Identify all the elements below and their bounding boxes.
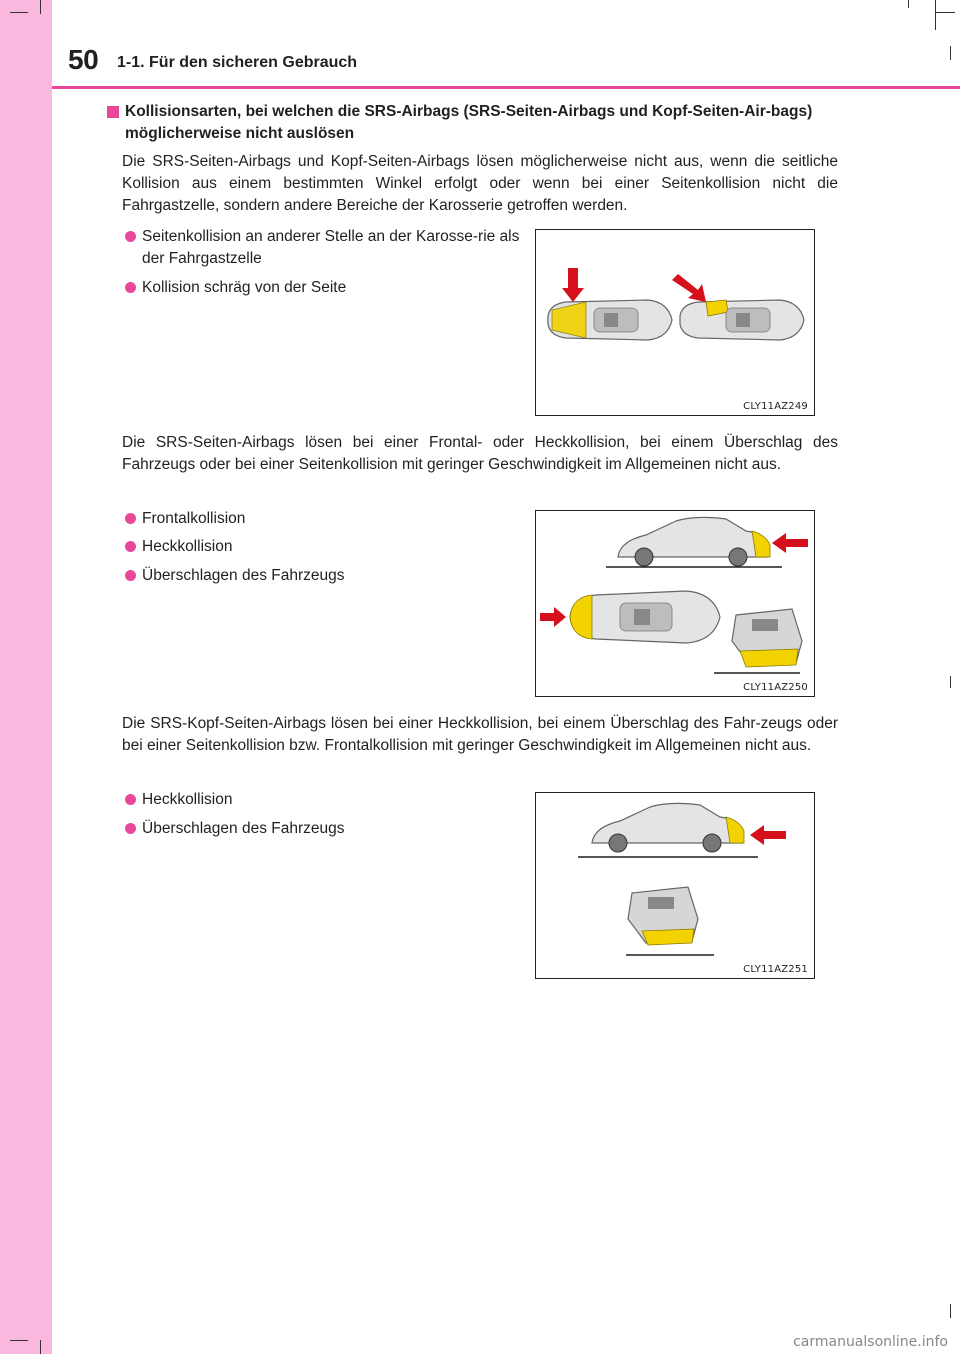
impact-arrow (562, 268, 584, 302)
list-item-text: Überschlagen des Fahrzeugs (142, 820, 345, 837)
side-tab-strip (0, 0, 52, 1354)
car-rollover-view (714, 609, 802, 673)
impact-arrow (750, 825, 786, 845)
list-item (125, 565, 520, 587)
car-side-view (578, 803, 758, 857)
list-item (125, 536, 520, 558)
impact-arrow (672, 274, 706, 302)
list-item-text: Überschlagen des Fahrzeugs (142, 567, 345, 584)
car-top-view (548, 300, 672, 340)
figure-code: CLY11AZ250 (743, 682, 808, 693)
bullet-dot (125, 541, 136, 552)
list-item (125, 277, 520, 299)
side-collision-illustration (536, 230, 813, 414)
crop-mark (950, 1304, 951, 1318)
car-top-view (570, 591, 720, 643)
figure-rear-rollover (535, 792, 815, 979)
bullet-dot (125, 823, 136, 834)
list-item (125, 789, 520, 811)
crop-mark (40, 0, 41, 14)
crop-mark (950, 676, 951, 688)
list-item-text: Frontalkollision (142, 510, 246, 527)
bullet-dot (125, 570, 136, 581)
front-rear-rollover-illustration (536, 511, 813, 695)
car-top-view (680, 300, 804, 340)
bullet-dot (125, 231, 136, 242)
page-number: 50 (68, 44, 99, 75)
bullet-dot (125, 794, 136, 805)
list-item-text: Heckkollision (142, 791, 233, 808)
section-title: 1-1. Für den sicheren Gebrauch (117, 54, 358, 71)
header-rule (52, 86, 960, 89)
list-item (125, 818, 520, 840)
footer-watermark: carmanualsonline.info (793, 1334, 948, 1350)
rear-rollover-illustration (536, 793, 813, 977)
crop-mark (935, 0, 936, 30)
paragraph-side-airbags-exceptions: Die SRS-Seiten-Airbags lösen bei einer Frontal- oder Heckkollision, bei einem Überschlag des Fahrzeugs oder bei einer Seitenkollision mit geringer Geschwindigkeit im Allgemeinen nicht aus. (122, 434, 838, 473)
list-item-text: Kollision schräg von der Seite (142, 279, 347, 296)
list-item-text: Seitenkollision an anderer Stelle an der Karosse-rie als der Fahrgastzelle (142, 228, 520, 267)
crop-mark (950, 46, 951, 60)
list-item-text: Heckkollision (142, 538, 233, 555)
car-side-view (606, 517, 782, 567)
crop-mark (908, 0, 909, 8)
list-item (125, 508, 520, 530)
crop-mark (40, 1340, 41, 1354)
figure-code: CLY11AZ251 (743, 964, 808, 975)
impact-arrow (540, 607, 566, 627)
crop-mark (935, 12, 955, 13)
paragraph-curtain-airbags-exceptions: Die SRS-Kopf-Seiten-Airbags lösen bei einer Heckkollision, bei einem Überschlag des Fahr-zeugs oder bei einer Seitenkollision bzw. Frontalkollision mit geringer Geschwindigkeit im Allgemeinen nicht aus. (122, 715, 838, 754)
subsection-heading: Kollisionsarten, bei welchen die SRS-Airbags (SRS-Seiten-Airbags und Kopf-Seiten-Air-bags) möglicherweise nicht auslösen (125, 103, 813, 142)
impact-arrow (772, 533, 808, 553)
figure-front-rear-rollover (535, 510, 815, 697)
crop-mark (10, 1340, 28, 1341)
bullet-dot (125, 513, 136, 524)
heading-marker (107, 106, 119, 118)
figure-code: CLY11AZ249 (743, 401, 808, 412)
bullet-dot (125, 282, 136, 293)
figure-side-collision (535, 229, 815, 416)
list-item (125, 226, 520, 270)
car-rollover-view (626, 887, 714, 955)
paragraph-side-airbags: Die SRS-Seiten-Airbags und Kopf-Seiten-Airbags lösen möglicherweise nicht aus, wenn die seitliche Kollision aus einem bestimmten Winkel erfolgt oder wenn bei einer Seitenkollision nicht die Fahrgastzelle, sondern andere Bereiche der Karosserie getroffen werden. (122, 153, 838, 214)
crop-mark (10, 12, 28, 13)
